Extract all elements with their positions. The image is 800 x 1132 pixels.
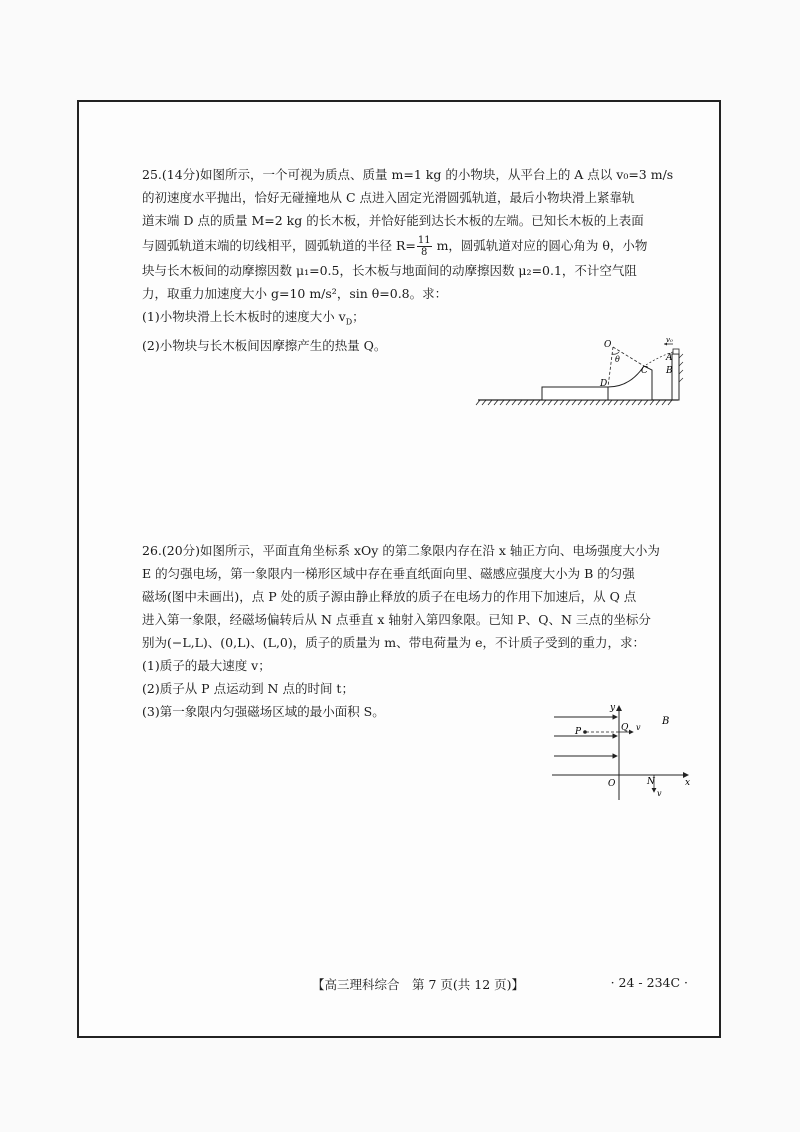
- label-b: B: [666, 366, 673, 376]
- label-v0: v₀: [666, 338, 673, 344]
- page-footer: [90, 975, 710, 995]
- p25-line-6: 力，取重力加速度大小 g=10 m/s²，sin θ=0.8。求：: [142, 286, 448, 301]
- problem-25: [142, 163, 687, 357]
- fraction-denominator: 8: [421, 247, 428, 258]
- p25-line-3: 道末端 D 点的质量 M=2 kg 的长木板，并恰好能到达长木板的左端。已知长木板的上表面: [142, 213, 644, 228]
- p25-q1-text: (1)小物块滑上长木板时的速度大小 v: [142, 309, 346, 324]
- radius-od: [608, 347, 613, 387]
- label-b: B: [662, 716, 670, 727]
- p26-line-1: 26.(20分)如图所示，平面直角坐标系 xOy 的第二象限内存在沿 x 轴正方向、电场强度大小为: [142, 543, 660, 558]
- label-q: Q: [621, 723, 629, 733]
- footer-code: · 24 - 234C ·: [610, 975, 688, 990]
- label-c: C: [641, 366, 648, 376]
- p25-question-1: [142, 305, 687, 334]
- p26-question-2: (2)质子从 P 点运动到 N 点的时间 t；: [142, 681, 354, 696]
- label-y: y: [610, 703, 616, 713]
- long-board: [542, 387, 608, 400]
- point-p: [583, 730, 587, 734]
- p26-line-2: E 的匀强电场，第一象限内一梯形区域中存在垂直纸面向里、磁感应强度大小为 B 的匀强: [142, 566, 635, 581]
- p25-q1-end: ；: [352, 309, 365, 324]
- p26-question-3: (3)第一象限内匀强磁场区域的最小面积 S。: [142, 704, 385, 719]
- problem-26: [142, 539, 687, 723]
- p26-line-5: 别为(−L,L)、(0,L)、(L,0)，质子的质量为 m、带电荷量为 e，不计质子受到的重力，求：: [142, 635, 645, 650]
- platform: [672, 354, 679, 400]
- label-d: D: [600, 379, 608, 389]
- p25-question-2: (2)小物块与长木板间因摩擦产生的热量 Q。: [142, 337, 387, 353]
- p26-line-4: 进入第一象限，经磁场偏转后从 N 点垂直 x 轴射入第四象限。已知 P、Q、N 三点的坐标分: [142, 612, 651, 627]
- p26-line-3: 磁场(图中未画出)，点 P 处的质子源由静止释放的质子在电场力的作用下加速后，从 Q 点: [142, 589, 637, 604]
- label-theta: θ: [615, 355, 620, 364]
- p25-line-2: 的初速度水平抛出，恰好无碰撞地从 C 点进入固定光滑圆弧轨道，最后小物块滑上紧靠轨: [142, 190, 635, 205]
- p25-line-4a: 与圆弧轨道末端的切线相平，圆弧轨道的半径 R=: [142, 238, 416, 253]
- label-a: A: [666, 353, 673, 363]
- label-o: O: [604, 340, 612, 350]
- theta-arc: [612, 352, 619, 354]
- p25-line-1: 25.(14分)如图所示，一个可视为质点、质量 m=1 kg 的小物块，从平台上的 A 点以 v₀=3 m/s: [142, 167, 674, 182]
- fraction-numerator: 11: [417, 235, 431, 246]
- ground-hatching: [476, 400, 672, 405]
- label-v-n: v: [657, 789, 662, 798]
- p25-line-5: 块与长木板间的动摩擦因数 μ₁=0.5，长木板与地面间的动摩擦因数 μ₂=0.1，不计空气阻: [142, 263, 637, 278]
- label-p: P: [575, 727, 582, 737]
- p25-line-4b: m，圆弧轨道对应的圆心角为 θ，小物: [432, 238, 648, 253]
- figure-25: [470, 338, 685, 410]
- figure-26: [548, 702, 698, 802]
- block-at-a: [673, 349, 679, 354]
- radius-fraction: [417, 235, 432, 258]
- platform-hatching: [679, 354, 683, 382]
- p25-q1-subscript: D: [345, 317, 353, 327]
- p25-line-4: [142, 232, 687, 259]
- p26-question-1: (1)质子的最大速度 v；: [142, 658, 271, 673]
- footer-page-info: 【高三理科综合 第 7 页(共 12 页)】: [312, 977, 525, 992]
- label-x: x: [685, 778, 691, 788]
- label-n: N: [647, 777, 655, 787]
- label-o: O: [608, 779, 616, 789]
- label-v-q: v: [636, 723, 641, 732]
